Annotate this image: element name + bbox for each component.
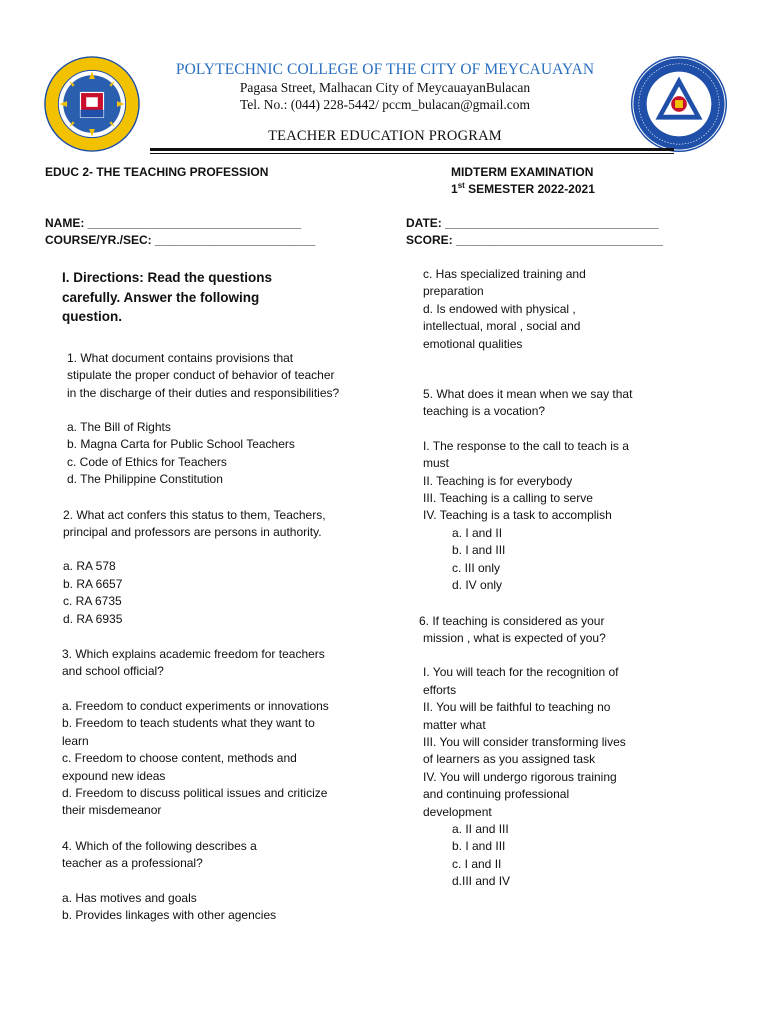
course-yr-sec-field: COURSE/YR./SEC: ________________________ (45, 233, 316, 247)
option-a: a. I and II (452, 525, 503, 540)
directions: I. Directions: Read the questions carefully. Answer the following question. (62, 270, 273, 325)
question-5: 5. What does it mean when we say that teaching is a vocation? I. The response to the call to teach is a must II. Teaching is for everybody III. Teaching is a calling to serve IV. Teaching is a task to accomplish a. I and II b. I and III c. III only d. IV only (423, 386, 632, 594)
option-b: b. Provides linkages with other agencies (62, 907, 277, 922)
score-field: SCORE: _______________________________ (406, 233, 663, 247)
question-6: 6. If teaching is considered as your mission , what is expected of you? (419, 613, 606, 645)
header-rule-thin (150, 153, 674, 154)
option-b: b. I and III (452, 543, 506, 558)
option-a: a. RA 578 (63, 559, 116, 574)
option-b: b. Freedom to teach students what they want to (62, 716, 315, 731)
name-field: NAME: ________________________________ (45, 216, 302, 230)
question-4: 4. Which of the following describes a teacher as a professional? a. Has motives and goals b. Provides linkages with other agencies (62, 838, 339, 925)
college-name: POLYTECHNIC COLLEGE OF THE CITY OF MEYCAUAYAN (175, 61, 595, 78)
header-rule-thick (150, 148, 674, 151)
option-c: c. III only (452, 560, 501, 575)
option-a: a. Freedom to conduct experiments or innovations (62, 698, 329, 713)
option-b: b. RA 6657 (63, 576, 123, 591)
semester: 1st SEMESTER 2022-2021 (451, 181, 595, 196)
option-c: c. Code of Ethics for Teachers (67, 454, 227, 469)
option-c: c. I and II (452, 856, 502, 871)
college-address: Pagasa Street, Malhacan City of MeycauayanBulacan (239, 80, 531, 95)
right-column (419, 266, 633, 891)
question-3: 3. Which explains academic freedom for teachers and school official? a. Freedom to conduct experiments or innovations b. Freedom to teach students what they want to learn c. Freedom to choose content, methods and expound new ideas d. Freedom to discuss political issues and criticize their misdemeanor (62, 646, 339, 820)
option-c: c. Has specialized training and (423, 267, 586, 281)
date-field: DATE: ________________________________ (406, 216, 659, 230)
option-a: a. II and III (452, 821, 509, 836)
option-d: d. The Philippine Constitution (67, 472, 223, 487)
option-d: d. RA 6935 (63, 611, 123, 626)
option-a: a. Has motives and goals (62, 890, 197, 905)
option-c: c. Freedom to choose content, methods and (62, 751, 297, 766)
question-4-continued: c. Has specialized training and preparation d. Is endowed with physical , intellectual, moral , social and emotional qualities (423, 266, 632, 353)
option-d: d.III and IV (452, 874, 511, 889)
college-seal-logo (630, 55, 728, 153)
question-1: 1. What document contains provisions that stipulate the proper conduct of behavior of teacher in the discharge of their duties and responsibilities? a. The Bill of Rights b. Magna Carta for Public School Teachers c. Code of Ethics for Teachers d. The Philippine Constitution (62, 350, 339, 489)
option-b: b. Magna Carta for Public School Teachers (67, 437, 295, 452)
course-title: EDUC 2- THE TEACHING PROFESSION (45, 165, 269, 179)
option-c: c. RA 6735 (63, 594, 122, 609)
question-2: 2. What act confers this status to them, Teachers, principal and professors are persons in authority. a. RA 578 b. RA 6657 c. RA 6735 d. RA 6935 (62, 507, 339, 628)
option-d: d. Freedom to discuss political issues and criticize (62, 785, 328, 800)
exam-title: MIDTERM EXAMINATION (451, 165, 594, 179)
city-seal-logo (44, 56, 140, 152)
option-d: d. IV only (452, 578, 503, 593)
question-6-items: I. You will teach for the recognition of efforts II. You will be faithful to teaching no matter what III. You will consider transforming lives of learners as you assigned task IV. You will undergo rigorous training and continuing professional development a. II and III b. I and III c. I and II d.III and IV (423, 664, 632, 890)
left-column (62, 268, 339, 924)
option-a: a. The Bill of Rights (67, 420, 171, 434)
program-title: TEACHER EDUCATION PROGRAM (268, 128, 502, 144)
college-contact: Tel. No.: (044) 228-5442/ pccm_bulacan@gmail.com (239, 97, 531, 112)
option-b: b. I and III (452, 839, 506, 854)
option-d: d. Is endowed with physical , (423, 301, 576, 316)
